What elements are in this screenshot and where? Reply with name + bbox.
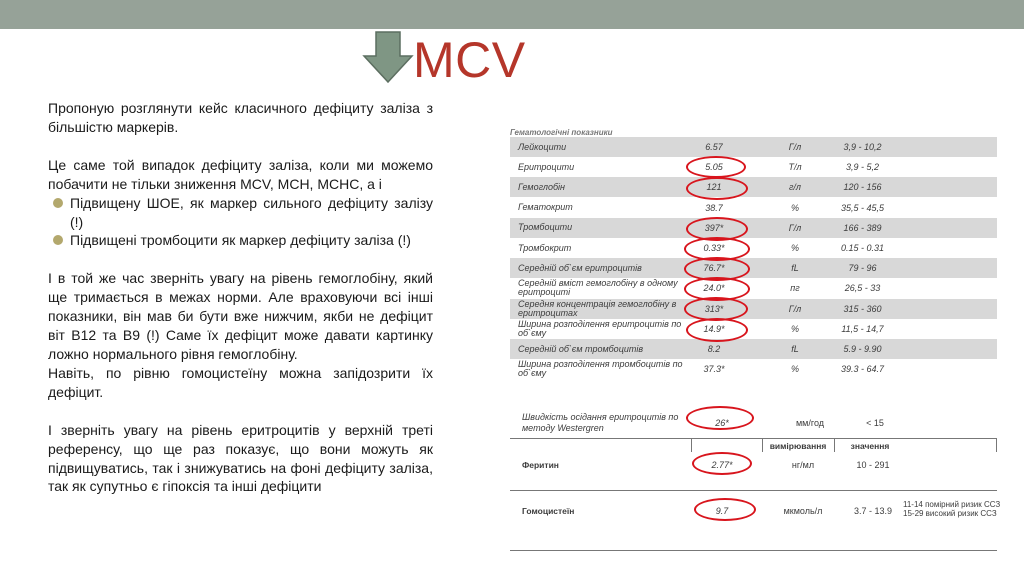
esr-ref: < 15 [866, 418, 884, 428]
cbc-ref: 3,9 - 5,2 [845, 162, 880, 173]
divider [510, 438, 997, 439]
cbc-unit: % [790, 364, 799, 375]
bullet-item: Підвищені тромбоцити як маркер дефіциту заліза (!) [48, 231, 433, 250]
cbc-value: 6.57 [705, 142, 723, 152]
top-band [0, 0, 1024, 29]
text-column [48, 99, 433, 496]
cbc-value: 313* [704, 303, 724, 314]
cbc-unit: % [790, 323, 799, 334]
cbc-unit: Т/л [788, 162, 802, 173]
ferritin-unit: нг/мл [791, 460, 815, 470]
highlight-circle [686, 406, 754, 430]
cbc-value: 8.2 [707, 344, 721, 354]
paragraph-intro: Пропоную розглянути кейс класичного дефіциту заліза з більшістю маркерів. [48, 100, 433, 135]
cbc-unit: % [790, 243, 799, 253]
cbc-value: 37.3* [703, 364, 725, 375]
ferritin-value: 2.77* [711, 460, 733, 470]
cbc-ref: 3,9 - 10,2 [843, 142, 882, 152]
divider [996, 438, 997, 452]
cbc-value: 38.7 [705, 202, 723, 213]
cbc-unit: Г/л [788, 303, 802, 314]
cbc-value: 121 [706, 182, 722, 193]
cbc-ref: 315 - 360 [843, 303, 882, 314]
esr-row [510, 408, 997, 438]
cbc-ref: 5.9 - 9.90 [843, 344, 882, 354]
bullet-list [48, 194, 433, 251]
cbc-row [510, 198, 997, 218]
divider [510, 490, 997, 491]
cbc-name: Середній вміст гемоглобіну в одному еритроциті [518, 278, 678, 298]
cbc-ref: 26,5 - 33 [844, 283, 881, 294]
cbc-name: Середній об`єм тромбоцитів [518, 343, 644, 354]
ferritin-row [510, 452, 997, 478]
cbc-row [510, 177, 997, 197]
down-arrow-icon [362, 30, 414, 84]
divider [691, 438, 692, 452]
cbc-row [510, 278, 997, 298]
cbc-name: Середня концентрація гемоглобіну в еритроцитах [518, 298, 677, 318]
divider [510, 550, 997, 551]
bullet-item: Підвищену ШОЕ, як маркер сильного дефіциту залізу (!) [48, 194, 433, 232]
cbc-ref: 35,5 - 45,5 [840, 202, 885, 213]
cbc-row [510, 238, 997, 258]
cbc-row [510, 157, 997, 177]
cbc-unit: fL [791, 263, 799, 274]
cbc-name: Гематокрит [518, 202, 573, 213]
cbc-name: Лейкоцити [518, 141, 567, 152]
lab-results-image [510, 128, 1000, 566]
cbc-row [510, 319, 997, 339]
subheader-unit: вимірювання [769, 441, 827, 451]
cbc-unit: г/л [788, 182, 801, 193]
cbc-unit: % [790, 202, 799, 213]
cbc-name: Гемоглобін [518, 181, 566, 192]
cbc-unit: Г/л [788, 222, 802, 233]
highlight-circle [694, 498, 756, 521]
cbc-row [510, 218, 997, 238]
cbc-row [510, 258, 997, 278]
subheader-ref: значення [850, 441, 890, 451]
lab-header: Гематологічні показники [510, 128, 613, 137]
bullet-dot-icon [53, 198, 63, 208]
homocysteine-unit: мкмоль/л [783, 506, 823, 516]
homocysteine-note: 11-14 помірний ризик ССЗ 15-29 високий ризик ССЗ [903, 500, 1001, 518]
cbc-ref: 11,5 - 14,7 [841, 323, 884, 334]
cbc-value: 24.0* [703, 283, 725, 294]
paragraph-homocysteine: Навіть, по рівню гомоцистеїну можна запідозрити їх дефіцит. [48, 364, 433, 400]
paragraph-hemoglobin: І в той же час зверніть увагу на рівень гемоглобіну, який ще тримається в межах норми. Але враховуючи всі інші показники, він мав би бути вже нижчим, якби не дефіцит віт В12 та В9 (!) Саме їх дефіцит може давати картинку ложно нормального рівня гемоглобіну. [48, 270, 433, 362]
cbc-ref: 166 - 389 [843, 222, 882, 233]
bullet-dot-icon [53, 235, 63, 245]
cbc-name: Еритроцити [518, 161, 575, 172]
cbc-name: Середній об`єм еритроцитів [518, 262, 642, 273]
cbc-ref: 120 - 156 [843, 182, 882, 193]
cbc-row [510, 137, 997, 157]
cbc-value: 397* [704, 222, 724, 233]
homocysteine-name: Гомоцистеїн [522, 505, 575, 516]
cbc-name: Тромбокрит [518, 242, 572, 253]
cbc-value: 0.33* [703, 243, 725, 253]
highlight-circle [686, 177, 748, 200]
ferritin-ref: 10 - 291 [856, 460, 890, 470]
cbc-unit: пг [790, 283, 800, 294]
cbc-row [510, 359, 997, 379]
cbc-value: 14.9* [703, 323, 725, 334]
esr-name: Швидкість осідання еритроцитів по методу Westergren [522, 412, 679, 433]
highlight-circle [686, 318, 748, 342]
homocysteine-ref: 3.7 - 13.9 [853, 506, 893, 516]
cbc-unit: Г/л [788, 142, 802, 152]
homocysteine-value: 9.7 [715, 506, 729, 516]
cbc-ref: 0.15 - 0.31 [840, 243, 885, 253]
cbc-value: 76.7* [703, 263, 725, 274]
slide-title: MCV [413, 32, 526, 88]
ferritin-name: Феритин [522, 459, 559, 470]
esr-unit: мм/год [795, 418, 825, 428]
cbc-row [510, 299, 997, 319]
cbc-ref: 39.3 - 64.7 [840, 364, 885, 375]
cbc-name: Тромбоцити [518, 222, 573, 233]
highlight-circle [692, 452, 752, 475]
cbc-row [510, 339, 997, 359]
cbc-name: Ширина розподілення тромбоцитів по об`єму [518, 359, 683, 379]
cbc-ref: 79 - 96 [848, 263, 877, 274]
cbc-value: 5.05 [705, 162, 723, 173]
paragraph-erythrocytes: І зверніть увагу на рівень еритроцитів у верхній треті референсу, що ще раз показує, що вони можуть як підвищуватись, так і знижуватись на фоні дефіциту заліза, так як супутньо є гіпоксія та інші дефіцити [48, 421, 433, 495]
paragraph-markers: Це саме той випадок дефіциту заліза, коли ми можемо побачити не тільки зниження MCV, MCH, MCHC, а і [48, 156, 433, 192]
cbc-unit: fL [791, 344, 799, 354]
esr-value: 26* [715, 418, 729, 428]
cbc-name: Ширина розподілення еритроцитів по об`єму [518, 318, 682, 338]
highlight-circle [686, 156, 746, 178]
